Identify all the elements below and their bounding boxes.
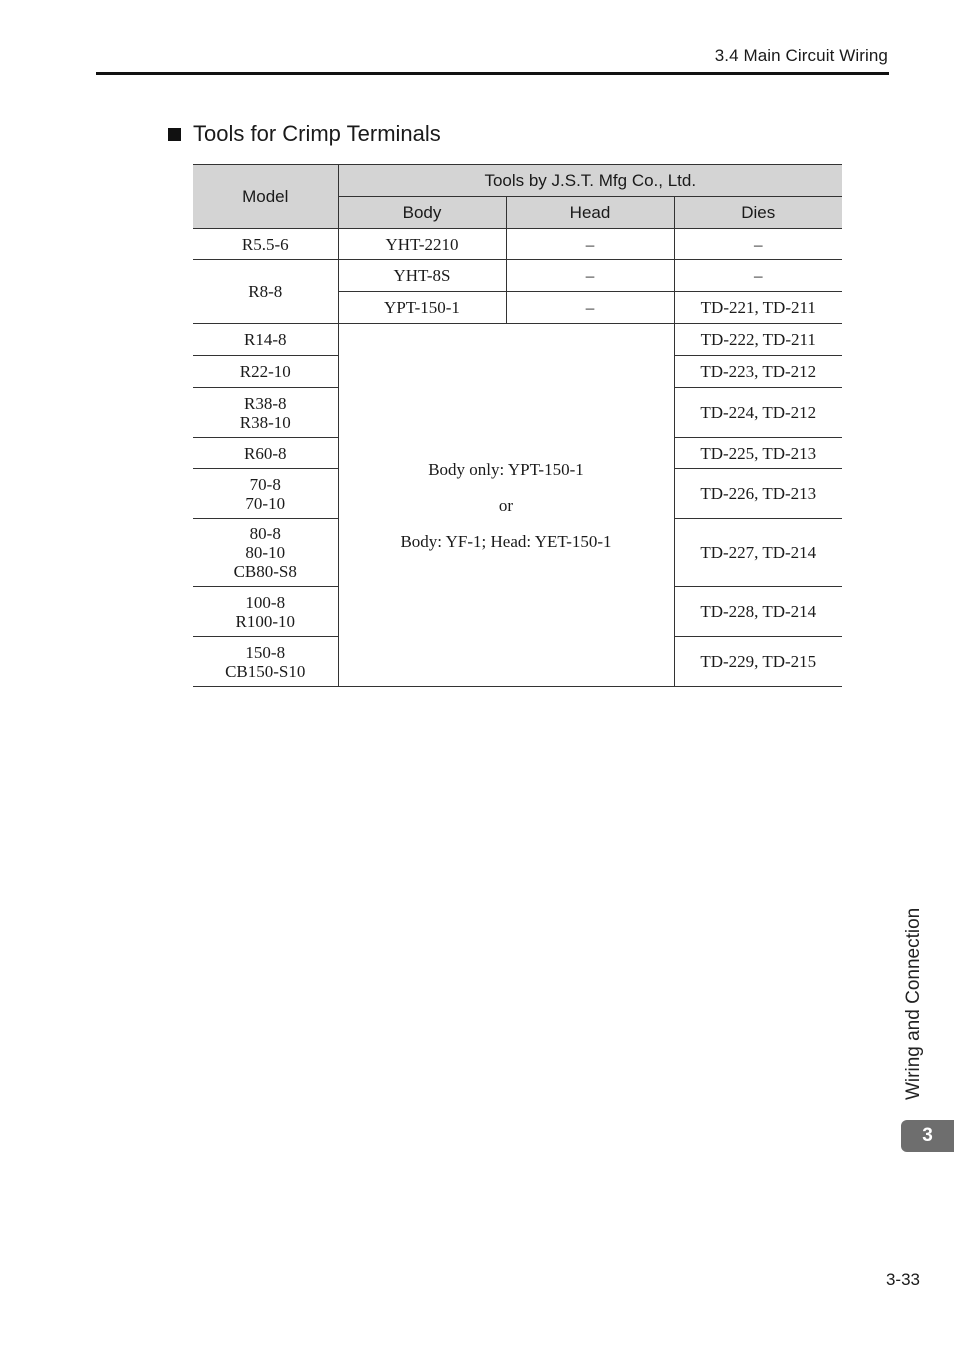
header-dies: Dies [674, 197, 842, 229]
crimp-tools-table [193, 164, 842, 687]
model-cell [193, 469, 338, 519]
body-head-merged-cell [338, 324, 674, 687]
section-title: Tools for Crimp Terminals [193, 121, 441, 146]
merged-line: or [498, 495, 514, 515]
model-line: R38-8 [244, 393, 287, 413]
header-model: Model [193, 165, 338, 229]
model-cell: R22-10 [193, 356, 338, 388]
dies-cell: – [674, 229, 842, 260]
header-rule [96, 72, 889, 75]
dies-cell: TD-224, TD-212 [674, 388, 842, 438]
dies-cell: TD-222, TD-211 [674, 324, 842, 356]
body-cell: YPT-150-1 [338, 292, 506, 324]
model-line: CB80-S8 [233, 562, 297, 581]
table-row [193, 229, 842, 260]
dies-cell: – [674, 260, 842, 292]
model-cell: R60-8 [193, 438, 338, 469]
table-row [193, 260, 842, 292]
model-line: 80-10 [245, 543, 286, 562]
model-cell [193, 388, 338, 438]
header-tools-group: Tools by J.S.T. Mfg Co., Ltd. [338, 165, 842, 197]
model-line: R38-10 [239, 412, 291, 432]
merged-line: Body: YF-1; Head: YET-150-1 [400, 531, 612, 551]
dies-cell: TD-226, TD-213 [674, 469, 842, 519]
model-cell: R8-8 [193, 260, 338, 324]
model-line: 150-8 [245, 642, 286, 662]
dies-cell: TD-221, TD-211 [674, 292, 842, 324]
header-body: Body [338, 197, 506, 229]
chapter-number-tab: 3 [901, 1120, 954, 1152]
model-cell: R14-8 [193, 324, 338, 356]
merged-line: Body only: YPT-150-1 [428, 459, 584, 479]
dies-cell: TD-223, TD-212 [674, 356, 842, 388]
head-cell: – [506, 260, 674, 292]
square-bullet-icon [168, 128, 181, 141]
model-cell [193, 587, 338, 637]
table-row [193, 324, 842, 356]
model-cell: R5.5-6 [193, 229, 338, 260]
body-cell: YHT-2210 [338, 229, 506, 260]
model-line: R100-10 [235, 611, 295, 631]
model-line: 100-8 [245, 592, 286, 612]
dies-cell: TD-225, TD-213 [674, 438, 842, 469]
head-cell: – [506, 229, 674, 260]
dies-cell: TD-229, TD-215 [674, 637, 842, 687]
header-head: Head [506, 197, 674, 229]
dies-cell: TD-227, TD-214 [674, 519, 842, 587]
model-cell [193, 637, 338, 687]
model-line: 70-8 [249, 474, 281, 494]
model-line: 80-8 [249, 524, 281, 543]
chapter-side-label: Wiring and Connection [903, 907, 924, 1100]
model-line: CB150-S10 [225, 661, 306, 681]
body-cell: YHT-8S [338, 260, 506, 292]
dies-cell: TD-228, TD-214 [674, 587, 842, 637]
section-heading [168, 121, 441, 147]
page-number: 3-33 [885, 1270, 920, 1289]
model-cell [193, 519, 338, 587]
running-header: 3.4 Main Circuit Wiring [714, 46, 888, 65]
head-cell: – [506, 292, 674, 324]
model-line: 70-10 [245, 493, 286, 513]
